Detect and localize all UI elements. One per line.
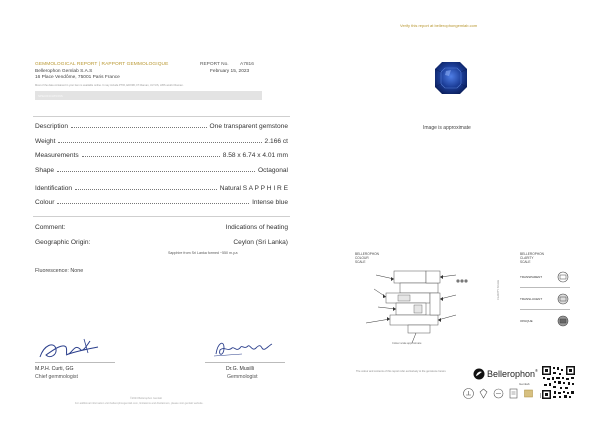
measurements-label: Measurements: [35, 152, 79, 159]
right-signer-name: Dr.G. Musilli: [226, 366, 254, 372]
comment-value: Indications of heating: [225, 224, 288, 231]
colour-scale-title-2: COLOUR: [355, 256, 369, 260]
footer-right-note: The colour and contents of this report refer exclusively to the gemstone herein.: [356, 370, 447, 373]
left-signer-name: M.P.H. Curti, GG: [35, 366, 74, 372]
company-name: Bellerophon Gemlab S.A.S: [35, 69, 93, 74]
dot-leader: [71, 127, 207, 128]
right-signature-graphic: [212, 336, 276, 365]
comment-row: [35, 224, 288, 231]
hologram-icon: [523, 388, 534, 399]
clarity-level-opaque: [520, 310, 570, 332]
colour-row: [35, 199, 288, 206]
identification-label: Identification: [35, 185, 73, 192]
divider-top: [33, 116, 290, 117]
dot-leader: [75, 189, 217, 190]
colour-scale-footer-note: Colour scale approximate: [392, 342, 422, 345]
bellerophon-logo-icon: [473, 368, 485, 380]
report-no: A7816: [240, 62, 254, 67]
measurements-value: 8.58 x 6.74 x 4.01 mm: [222, 152, 288, 159]
clarity-transparent-icon: [556, 271, 570, 283]
origin-row: [35, 239, 288, 246]
company-address: 16 Place Vendôme, 75001 Paris France: [35, 75, 120, 80]
report-date: February 15, 2023: [210, 69, 250, 74]
description-row: [35, 123, 288, 130]
weight-label: Weight: [35, 138, 56, 145]
clarity-level-label: TRANSPARENT: [520, 274, 543, 279]
fluorescence: Fluorescence: None: [35, 268, 84, 274]
clarity-scale-title-1: BELLEROPHON: [520, 252, 544, 256]
divider-middle: [33, 216, 290, 217]
brand-logo: [473, 368, 538, 380]
feature-icons: [463, 388, 549, 399]
measurements-row: [35, 152, 288, 159]
identification-value: Natural S A P P H I R E: [219, 185, 288, 192]
colour-scale-title: [355, 252, 379, 264]
shape-label: Shape: [35, 167, 55, 174]
description-label: Description: [35, 123, 68, 130]
clarity-scale-title-3: SCALE: [520, 260, 531, 264]
grey-bar-text: SPECIFICATIONS: [38, 94, 63, 98]
brand-mark: ®: [535, 368, 538, 373]
certificate-icon: [508, 388, 519, 399]
left-signature-line: [35, 362, 115, 363]
colour-scale-graphic: [356, 265, 476, 350]
colour-scale-diagram: [356, 265, 476, 350]
header-fine-print: Most of the data contained in your item is available online. It may include PTIR, EDXRF, FT-Raman, UV-VIS, LIBS and/or Raman.: [35, 84, 184, 87]
origin-note: Sapphire from Sri Lanka formed ~550 m.y.a: [168, 251, 238, 255]
gem-facet-icon: [478, 388, 489, 399]
shape-row: [35, 167, 288, 174]
origin-value: Ceylon (Sri Lanka): [233, 239, 288, 246]
clarity-scale-box: [520, 266, 570, 332]
left-signer-title: Chief gemmologist: [35, 374, 78, 380]
clarity-translucent-icon: [556, 293, 570, 305]
brand-sub: Gemlab: [519, 382, 530, 386]
dot-leader: [57, 203, 249, 204]
grey-bar: [35, 91, 262, 100]
clarity-side-label: CLARITY SCALE: [497, 279, 500, 300]
dot-leader: [58, 142, 261, 143]
footer-line2: For additional information visit bellerophongemlab.com, limitations and disclaimers, please visit gemlab website.: [75, 402, 204, 405]
comment-label: Comment:: [35, 224, 66, 231]
scale-icon: [463, 388, 474, 399]
colour-value: Intense blue: [252, 199, 288, 206]
report-type: GEMMOLOGICAL REPORT | RAPPORT GEMMOLOGIQUE: [35, 62, 169, 67]
rotate-360-icon: [493, 388, 504, 399]
gem-caption: Image is approximate: [423, 125, 471, 131]
description-value: One transparent gemstone: [209, 123, 288, 130]
clarity-scale-title-2: CLARITY: [520, 256, 534, 260]
weight-row: [35, 138, 288, 145]
origin-label: Geographic Origin:: [35, 239, 91, 246]
weight-value: 2.166 ct: [264, 138, 288, 145]
clarity-scale-title: [520, 252, 544, 264]
right-signature-line: [205, 362, 285, 363]
clarity-opaque-icon: [556, 315, 570, 327]
qr-code[interactable]: [541, 365, 576, 405]
qr-code-icon: [541, 365, 576, 400]
dot-leader: [57, 171, 255, 172]
right-signer-title: Gemmologist: [227, 374, 258, 380]
colour-scale-title-3: SCALE: [355, 260, 366, 264]
clarity-level-label: OPAQUE: [520, 319, 533, 323]
left-signature-graphic: [36, 335, 106, 368]
gem-image: [433, 60, 469, 96]
footer-copyright: ©2023 Bellerophon Gemlab: [130, 397, 163, 400]
identification-row: [35, 185, 288, 192]
report-no-label: REPORT No.: [200, 62, 229, 67]
shape-value: Octagonal: [257, 167, 288, 174]
colour-scale-title-1: BELLEROPHON: [355, 252, 379, 256]
signature-icon: [212, 336, 276, 360]
dot-leader: [82, 156, 220, 157]
clarity-level-label: TRANSLUCENT: [520, 296, 543, 301]
clarity-level-translucent: [520, 288, 570, 310]
clarity-level-transparent: [520, 266, 570, 288]
verify-link[interactable]: Verify this report at bellerophongemlab.com: [400, 23, 478, 28]
colour-label: Colour: [35, 199, 55, 206]
sapphire-icon: [433, 60, 469, 96]
signature-icon: [36, 335, 106, 363]
brand-name: Bellerophon: [487, 369, 536, 379]
